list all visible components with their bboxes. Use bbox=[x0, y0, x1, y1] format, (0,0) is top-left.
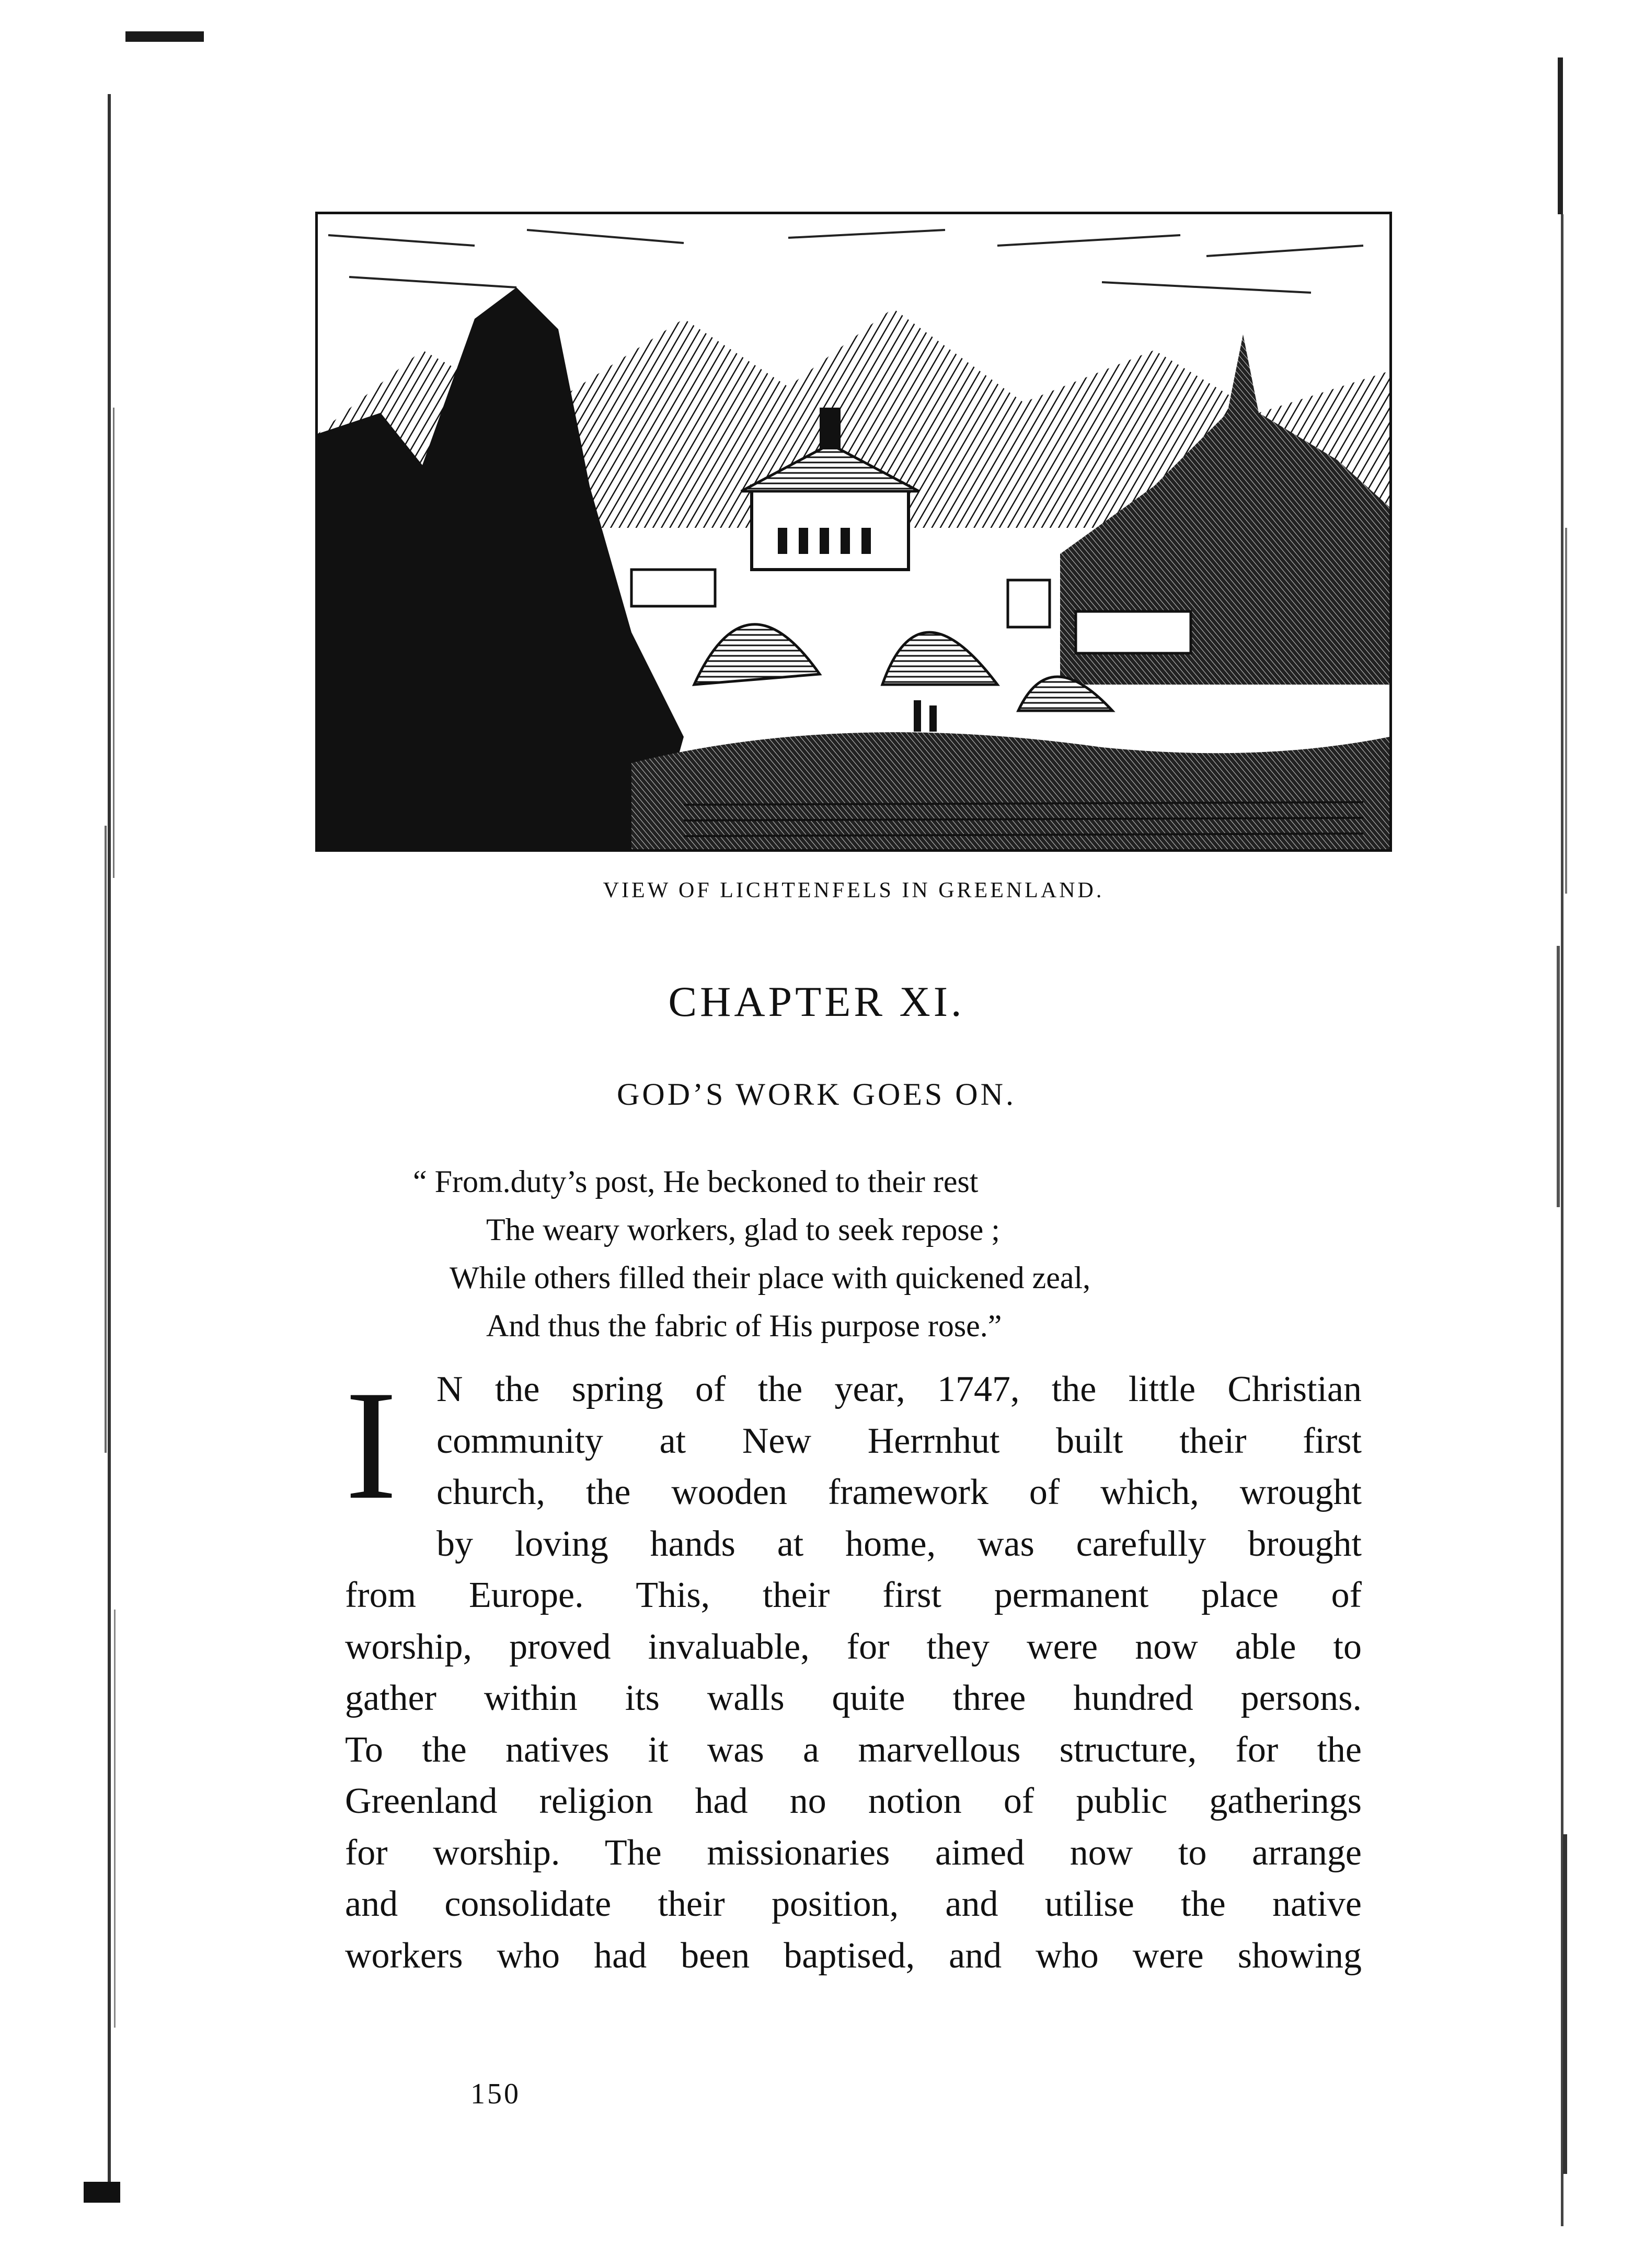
body-line: gather within its walls quite three hundred persons. bbox=[345, 1678, 1362, 1718]
body-line: from Europe. This, their first permanent place of bbox=[345, 1575, 1362, 1615]
body-line: for worship. The missionaries aimed now to arrange bbox=[345, 1832, 1362, 1873]
chapter-subtitle: GOD’S WORK GOES ON. bbox=[617, 1077, 1016, 1112]
epigraph bbox=[408, 1158, 1296, 1350]
epigraph-line: And thus the fabric of His purpose rose.” bbox=[486, 1309, 1002, 1343]
body-line: community at New Herrnhut built their first bbox=[436, 1420, 1362, 1461]
body-line: worship, proved invaluable, for they were now able to bbox=[345, 1626, 1362, 1667]
chapter-title: CHAPTER XI. bbox=[668, 978, 965, 1025]
scan-artifact-bottom bbox=[84, 2182, 120, 2203]
figure-caption: VIEW OF LICHTENFELS IN GREENLAND. bbox=[603, 878, 1105, 902]
body-line: To the natives it was a marvellous structure, for the bbox=[345, 1729, 1362, 1770]
epigraph-line: “ From.duty’s post, He beckoned to their rest bbox=[413, 1164, 979, 1199]
scan-edge-left bbox=[99, 94, 125, 2190]
body-line: Greenland religion had no notion of public gatherings bbox=[345, 1781, 1362, 1821]
body-line: N the spring of the year, 1747, the little Christian bbox=[436, 1369, 1362, 1409]
engraving-illustration bbox=[315, 212, 1392, 852]
body-line: by loving hands at home, was carefully brought bbox=[436, 1523, 1362, 1564]
drop-cap: I bbox=[345, 1358, 397, 1532]
body-paragraph bbox=[345, 1358, 1362, 1982]
scan-artifact-top bbox=[125, 31, 204, 42]
body-line: and consolidate their position, and utilise the native bbox=[345, 1884, 1362, 1924]
body-line: workers who had been baptised, and who were showing bbox=[345, 1935, 1362, 1976]
epigraph-line: The weary workers, glad to seek repose ; bbox=[486, 1212, 1000, 1247]
scan-edge-right bbox=[1547, 57, 1584, 2226]
body-line: church, the wooden framework of which, wrought bbox=[436, 1472, 1362, 1512]
page-number: 150 bbox=[470, 2078, 521, 2110]
epigraph-line: While others filled their place with quickened zeal, bbox=[450, 1260, 1091, 1295]
engraving-icon bbox=[318, 214, 1389, 849]
